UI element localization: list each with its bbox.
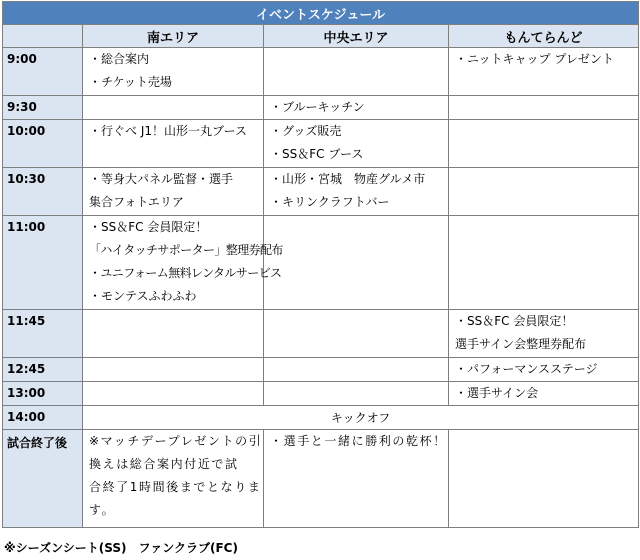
south-area-cell <box>83 216 283 310</box>
schedule-item: ・SS＆FC ブース <box>270 147 364 161</box>
monte-area-cell <box>449 48 639 96</box>
kickoff-row <box>3 406 639 430</box>
schedule-row <box>3 216 639 310</box>
schedule-item: ・キリンクラフトバー <box>270 195 390 209</box>
monte-area-cell <box>449 96 639 120</box>
time-label: 試合終了後 <box>3 430 83 528</box>
time-label: 11:45 <box>3 310 83 358</box>
monte-area-cell <box>449 430 639 528</box>
column-header-central: 中央エリア <box>264 25 449 48</box>
schedule-row <box>3 168 639 216</box>
south-area-cell <box>83 48 264 96</box>
schedule-item: ・行ぐべ J1！山形一丸ブース <box>89 124 248 138</box>
schedule-item: ・パフォーマンスステージ <box>455 362 598 376</box>
south-area-cell <box>83 120 264 168</box>
central-area-cell <box>264 96 449 120</box>
time-label: 9:30 <box>3 96 83 120</box>
schedule-item: 集合フォトエリア <box>89 195 184 209</box>
central-area-cell <box>264 216 449 310</box>
south-area-cell <box>83 382 264 406</box>
monte-area-cell <box>449 168 639 216</box>
kickoff-label: キックオフ <box>83 406 639 430</box>
column-header-south: 南エリア <box>83 25 264 48</box>
title-row <box>3 2 639 25</box>
monte-area-cell <box>449 358 639 382</box>
time-label: 14:00 <box>3 406 83 430</box>
south-area-cell <box>83 430 264 528</box>
schedule-item: 換えは総合案内付近で試 <box>89 457 239 471</box>
schedule-item: ・選手と一緒に勝利の乾杯！ <box>270 434 447 448</box>
schedule-item: 「ハイタッチサポーター」整理券配布 <box>89 243 283 257</box>
schedule-item: ・山形・宮城 物産グルメ市 <box>270 172 426 186</box>
central-area-cell <box>264 310 449 358</box>
central-area-cell <box>264 430 449 528</box>
central-area-cell <box>264 48 449 96</box>
schedule-row <box>3 48 639 96</box>
after-match-row <box>3 430 639 528</box>
column-header-monte: もんてらんど <box>449 25 639 48</box>
schedule-item: ・SS＆FC 会員限定！ <box>455 314 574 328</box>
central-area-cell <box>264 120 449 168</box>
footnote: ※シーズンシート(SS) ファンクラブ(FC) <box>4 541 238 555</box>
time-label: 11:00 <box>3 216 83 310</box>
time-header <box>3 25 83 48</box>
schedule-item: ・チケット売場 <box>89 75 172 89</box>
schedule-item: ※マッチデープレゼントの引 <box>89 434 263 448</box>
schedule-item: 合終了1時間後までとなりま <box>89 480 262 494</box>
schedule-item: ・モンテスふわふわ <box>89 289 197 303</box>
schedule-row <box>3 358 639 382</box>
south-area-cell <box>83 358 264 382</box>
header-row <box>3 25 639 48</box>
south-area-cell <box>83 168 264 216</box>
time-label: 10:00 <box>3 120 83 168</box>
schedule-item: ・等身大パネル監督・選手 <box>89 172 234 186</box>
schedule-row <box>3 382 639 406</box>
schedule-item: ・ブルーキッチン <box>270 100 365 114</box>
central-area-cell <box>264 358 449 382</box>
central-area-cell <box>264 168 449 216</box>
schedule-item: ・ユニフォーム無料レンタルサービス <box>89 266 282 280</box>
event-schedule-table <box>2 1 639 528</box>
south-area-cell <box>83 310 264 358</box>
time-label: 13:00 <box>3 382 83 406</box>
south-area-cell <box>83 96 264 120</box>
time-label: 9:00 <box>3 48 83 96</box>
schedule-item: ・選手サイン会 <box>455 386 539 400</box>
monte-area-cell <box>449 310 639 358</box>
schedule-item: ・ニットキャップ プレゼント <box>455 52 614 66</box>
central-area-cell <box>264 382 449 406</box>
schedule-item: す。 <box>89 503 116 517</box>
monte-area-cell <box>449 216 639 310</box>
time-label: 12:45 <box>3 358 83 382</box>
schedule-item: ・SS＆FC 会員限定！ <box>89 220 208 234</box>
schedule-item: ・グッズ販売 <box>270 124 342 138</box>
schedule-item: ・総合案内 <box>89 52 150 66</box>
schedule-title: イベントスケジュール <box>3 2 639 25</box>
monte-area-cell <box>449 120 639 168</box>
schedule-row <box>3 96 639 120</box>
monte-area-cell <box>449 382 639 406</box>
schedule-row <box>3 310 639 358</box>
schedule-item: 選手サイン会整理券配布 <box>455 337 587 351</box>
schedule-row <box>3 120 639 168</box>
time-label: 10:30 <box>3 168 83 216</box>
